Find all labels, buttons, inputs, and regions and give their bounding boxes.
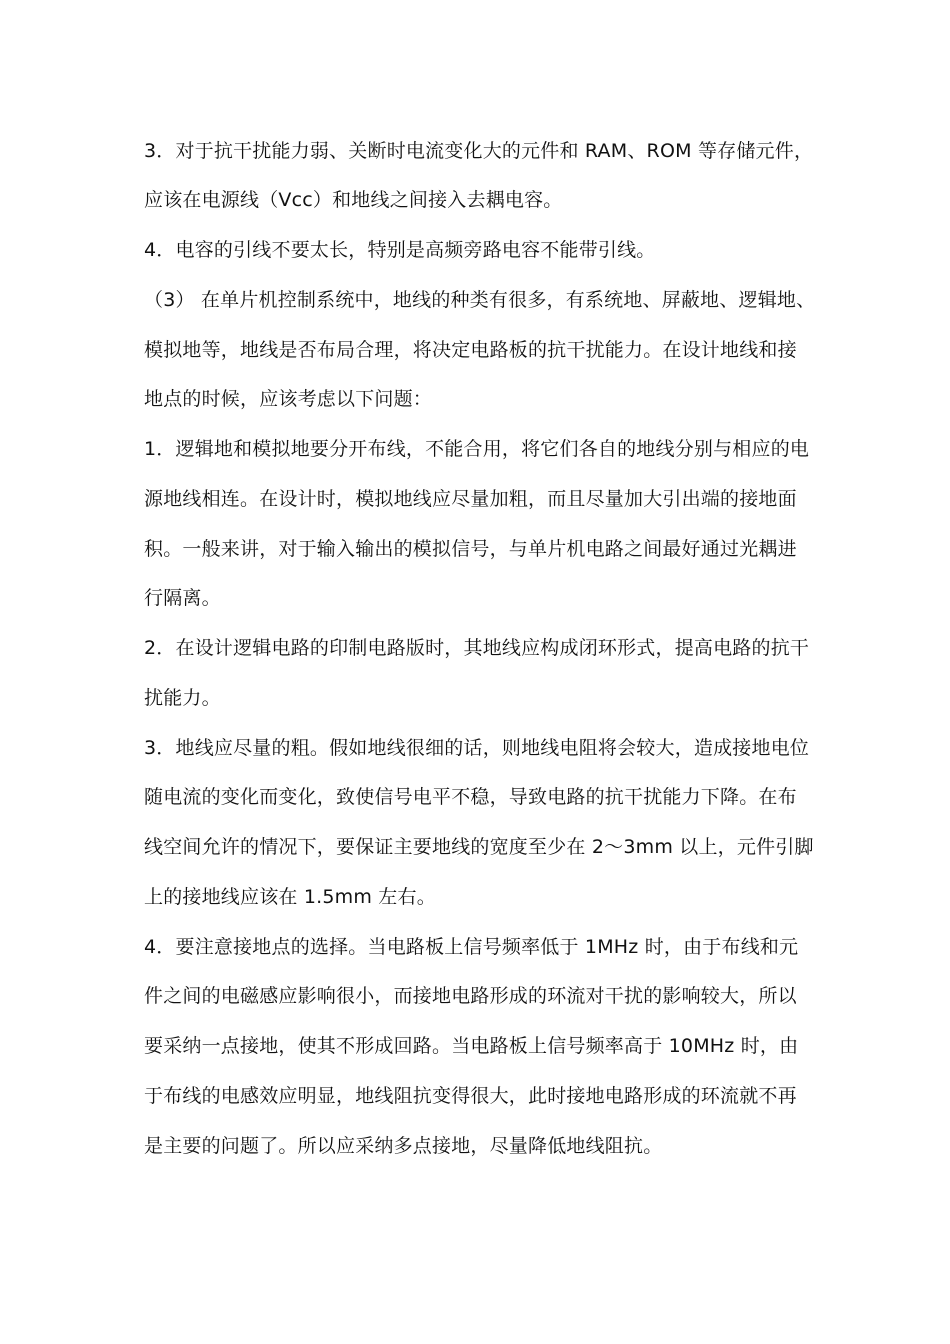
text-line: 积。一般来讲，对于输入输出的模拟信号，与单片机电路之间最好通过光耦进 — [144, 538, 797, 560]
text-line: 源地线相连。在设计时，模拟地线应尽量加粗，而且尽量加大引出端的接地面 — [144, 488, 797, 510]
text-line: 3．对于抗干扰能力弱、关断时电流变化大的元件和 RAM、ROM 等存储元件， — [144, 140, 814, 162]
text-line: 扰能力。 — [144, 687, 221, 709]
text-line: 1．逻辑地和模拟地要分开布线，不能合用，将它们各自的地线分别与相应的电 — [144, 438, 810, 460]
text-line: 应该在电源线（Vcc）和地线之间接入去耦电容。 — [144, 189, 563, 211]
text-line: 上的接地线应该在 1.5mm 左右。 — [144, 886, 436, 908]
text-line: 行隔离。 — [144, 587, 221, 609]
text-line: 件之间的电磁感应影响很小，而接地电路形成的环流对干扰的影响较大，所以 — [144, 985, 797, 1007]
text-line: 模拟地等，地线是否布局合理，将决定电路板的抗干扰能力。在设计地线和接 — [144, 339, 797, 361]
text-line: （3） 在单片机控制系统中，地线的种类有很多，有系统地、屏蔽地、逻辑地、 — [144, 289, 816, 311]
text-line: 地点的时候，应该考虑以下问题： — [144, 388, 433, 410]
text-line: 随电流的变化而变化，致使信号电平不稳，导致电路的抗干扰能力下降。在布 — [144, 786, 797, 808]
text-line: 是主要的问题了。所以应采纳多点接地，尽量降低地线阻抗。 — [144, 1135, 663, 1157]
text-line: 4．电容的引线不要太长，特别是高频旁路电容不能带引线。 — [144, 239, 656, 261]
text-line: 于布线的电感效应明显，地线阻抗变得很大，此时接地电路形成的环流就不再 — [144, 1085, 797, 1107]
text-line: 2．在设计逻辑电路的印制电路版时，其地线应构成闭环形式，提高电路的抗干 — [144, 637, 810, 659]
text-line: 3．地线应尽量的粗。假如地线很细的话，则地线电阻将会较大，造成接地电位 — [144, 737, 810, 759]
text-line: 线空间允许的情况下，要保证主要地线的宽度至少在 2～3mm 以上，元件引脚 — [144, 836, 814, 858]
text-line: 要采纳一点接地，使其不形成回路。当电路板上信号频率高于 10MHz 时，由 — [144, 1035, 799, 1057]
text-line: 4．要注意接地点的选择。当电路板上信号频率低于 1MHz 时，由于布线和元 — [144, 936, 799, 958]
